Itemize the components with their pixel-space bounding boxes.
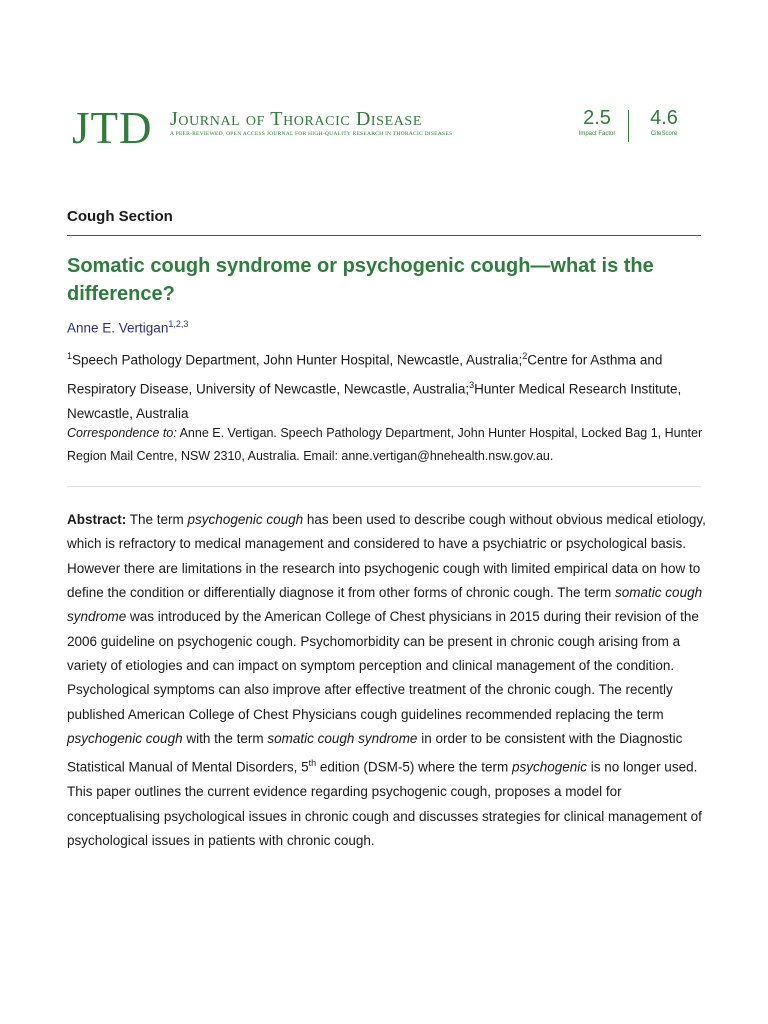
abstract-superscript: th <box>308 758 317 769</box>
jtd-logo: JTD <box>72 103 153 153</box>
abstract-text-4: with the term <box>182 731 268 747</box>
impact-factor-value: 2.5 <box>583 107 611 129</box>
header-divider <box>67 486 701 487</box>
abstract-label: Abstract: <box>67 512 127 527</box>
abstract-term-3: psychogenic cough <box>67 731 183 747</box>
affiliation-1-text: Speech Pathology Department, John Hunter Hospital, Newcastle, Australia; <box>72 352 523 368</box>
affiliation-2-text: Centre for Asthma and Respiratory Disease, University of Newcastle, Newcastle, Australia; <box>67 352 663 397</box>
abstract-text-7: is no longer used. This paper outlines the current evidence regarding psychogenic cough, proposes a model for conceptualising psychological issues in chronic cough and discusses strategies for clinical management of psychological issues in patients with chronic cough. <box>67 759 702 848</box>
abstract <box>67 508 707 853</box>
author-line <box>67 319 188 336</box>
section-divider <box>67 235 701 236</box>
correspondence-label: Correspondence to: <box>67 426 177 440</box>
affiliation-3-num: 3 <box>469 380 475 390</box>
abstract-term-2: somatic cough syndrome <box>67 585 703 625</box>
impact-factor-label: Impact Factor <box>578 131 616 137</box>
citescore-value: 4.6 <box>650 107 678 129</box>
author-name[interactable]: Anne E. Vertigan <box>67 320 169 336</box>
affiliations <box>67 344 707 427</box>
citescore <box>644 106 684 139</box>
article-title: Somatic cough syndrome or psychogenic cough—what is the difference? <box>67 255 654 305</box>
impact-factor <box>572 106 622 139</box>
journal-tagline: A PEER-REVIEWED, OPEN ACCESS JOURNAL FOR HIGH-QUALITY RESEARCH IN THORACIC DISEASES <box>170 131 453 137</box>
correspondence <box>67 422 707 468</box>
citescore-label: CiteScore <box>650 131 678 137</box>
metric-divider <box>628 110 629 142</box>
abstract-text-3: was introduced by the American College of Chest physicians in 2015 during their revision of the 2006 guideline on psychogenic cough. Psychomorbidity can be present in chronic cough arising from a variety of etiologies and can impact on symptom perception and clinical management of the condition. Psychological symptoms can also improve after effective treatment of the chronic cough. The recently published American College of Chest Physicians cough guidelines recommended replacing the term <box>67 609 699 722</box>
correspondence-text: Anne E. Vertigan. Speech Pathology Department, John Hunter Hospital, Locked Bag 1, Hunter Region Mail Centre, NSW 2310, Australia. Email: anne.vertigan@hnehealth.nsw.gov.au. <box>67 426 703 463</box>
abstract-text-1: The term <box>126 512 188 527</box>
abstract-term-1: psychogenic cough <box>187 512 304 527</box>
abstract-text-2: has been used to describe cough without obvious medical etiology, which is refractory to medical management and considered to have a psychiatric or psychological basis. However there are limitations in the research into psychogenic cough with limited empirical data on how to define the condition or differentially diagnose it from other forms of chronic cough. The term <box>67 512 706 601</box>
affiliation-3-text: Hunter Medical Research Institute, Newcastle, Australia <box>67 381 682 421</box>
affiliation-2-num: 2 <box>522 351 528 361</box>
journal-name: Journal of Thoracic Disease <box>170 108 422 130</box>
affiliation-1-num: 1 <box>67 351 73 361</box>
abstract-term-5: psychogenic <box>511 759 588 775</box>
author-affiliation-refs: 1,2,3 <box>168 319 189 329</box>
abstract-text-6: edition (DSM-5) where the term <box>316 759 512 775</box>
section-label: Cough Section <box>67 208 173 225</box>
abstract-term-4: somatic cough syndrome <box>267 731 418 747</box>
journal-masthead <box>72 100 696 160</box>
abstract-text-5: in order to be consistent with the Diagnostic Statistical Manual of Mental Disorders, 5 <box>67 731 683 775</box>
